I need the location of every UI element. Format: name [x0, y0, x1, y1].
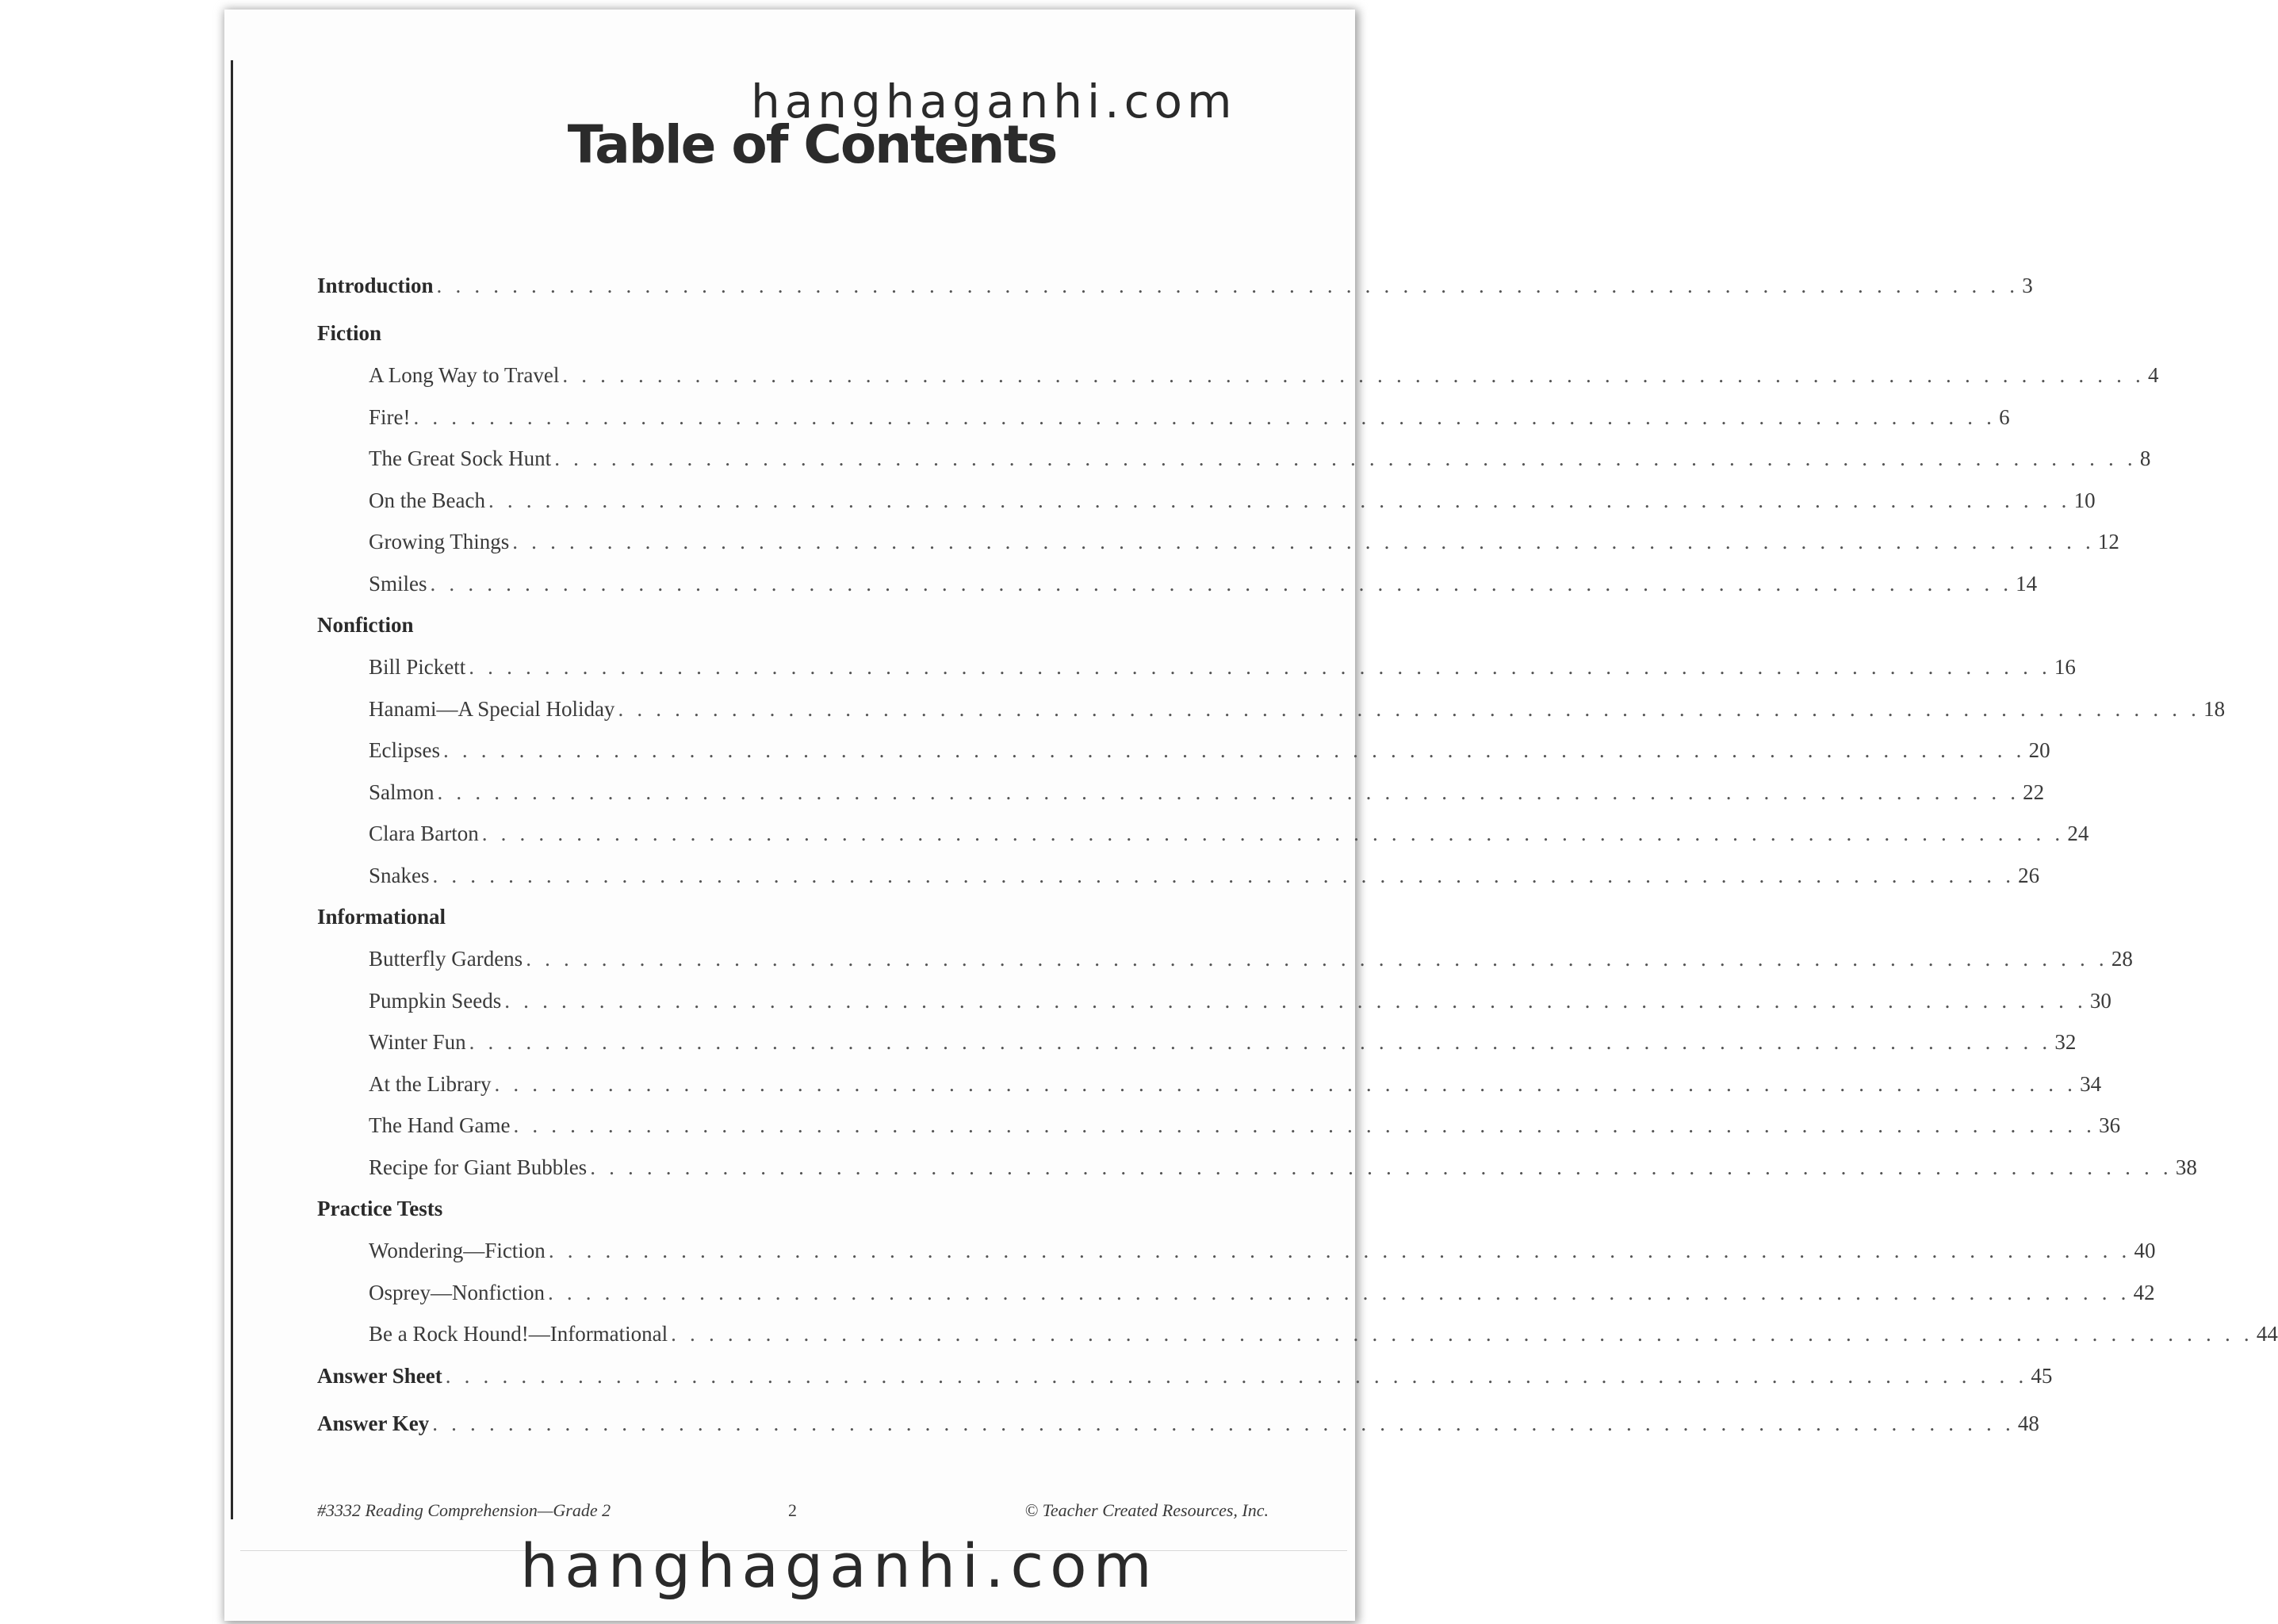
toc-section-heading: [317, 613, 1270, 655]
toc-page-number: 48: [2017, 1411, 2039, 1435]
dot-leader: . . . . . . . . . . . . . . . . . . . . . . . . . . . . . . . . . . . . . . . . . . . . . . . . . . . . . . . . . . . . . . . . . . . . . . . . . . . . . . . . . . . .: [548, 1239, 2131, 1262]
binding-edge: [231, 60, 233, 1519]
toc-entry-label: Clara Barton: [369, 822, 479, 845]
toc-entry-label: Eclipses: [369, 738, 440, 762]
toc-entry: [317, 1363, 2053, 1411]
toc-page-number: 20: [2028, 738, 2050, 762]
footer-page-number: 2: [788, 1500, 797, 1520]
footer-copyright: © Teacher Created Resources, Inc.: [1024, 1500, 1269, 1520]
toc-entry: [317, 1113, 2121, 1155]
dot-leader: . . . . . . . . . . . . . . . . . . . . . . . . . . . . . . . . . . . . . . . . . . . . . . . . . . . . . . . . . . . . . . . . . . . . . . . . . . . . . . . . . . . .: [671, 1322, 2253, 1346]
toc-entry: [317, 1280, 2155, 1323]
dot-leader: . . . . . . . . . . . . . . . . . . . . . . . . . . . . . . . . . . . . . . . . . . . . . . . . . . . . . . . . . . . . . . . . . . . . . . . . . . . . . . . . . . . .: [445, 1363, 2028, 1388]
toc-entry: [317, 947, 2133, 989]
toc-page-number: 4: [2148, 363, 2159, 387]
toc-entry: [317, 363, 2159, 405]
toc-entry-label: Growing Things: [369, 530, 510, 553]
toc-entry-label: Practice Tests: [317, 1197, 443, 1220]
dot-leader: . . . . . . . . . . . . . . . . . . . . . . . . . . . . . . . . . . . . . . . . . . . . . . . . . . . . . . . . . . . . . . . . . . . . . . . . . . . . . . . . . . . .: [554, 446, 2137, 470]
toc-page-number: 44: [2256, 1322, 2278, 1346]
toc-page-number: 22: [2023, 779, 2045, 804]
page-title: Table of Contents: [567, 114, 1057, 175]
toc-page-number: 38: [2175, 1155, 2197, 1179]
toc-entry-label: Winter Fun: [369, 1030, 466, 1054]
toc-entry-label: Smiles: [369, 571, 427, 596]
toc-section-heading: [317, 321, 1270, 363]
toc-entry-label: The Hand Game: [369, 1113, 511, 1137]
toc-page-number: 16: [2054, 655, 2076, 679]
toc-entry-label: Nonfiction: [317, 613, 414, 637]
dot-leader: . . . . . . . . . . . . . . . . . . . . . . . . . . . . . . . . . . . . . . . . . . . . . . . . . . . . . . . . . . . . . . . . . . . . . . . . . . . . . . . . . . . .: [526, 947, 2108, 971]
toc-section-heading: [317, 1197, 1270, 1239]
toc-page-number: 40: [2134, 1239, 2156, 1262]
toc-entry: [317, 696, 2226, 739]
toc-page-number: 3: [2022, 274, 2033, 297]
toc-entry-label: Recipe for Giant Bubbles: [369, 1155, 588, 1179]
toc-entry-label: Pumpkin Seeds: [369, 988, 502, 1013]
dot-leader: . . . . . . . . . . . . . . . . . . . . . . . . . . . . . . . . . . . . . . . . . . . . . . . . . . . . . . . . . . . . . . . . . . . . . . . . . . . . . . . . . . . .: [442, 738, 2026, 762]
watermark-bottom: hanghaganhi.com: [520, 1530, 1158, 1601]
toc-page-number: 6: [1999, 404, 2010, 429]
toc-page-number: 42: [2133, 1280, 2155, 1304]
toc-page-number: 34: [2080, 1071, 2102, 1096]
dot-leader: . . . . . . . . . . . . . . . . . . . . . . . . . . . . . . . . . . . . . . . . . . . . . . . . . . . . . . . . . . . . . . . . . . . . . . . . . . . . . . . . . . . .: [513, 1113, 2096, 1137]
toc-entry-label: Be a Rock Hound!—Informational: [369, 1322, 668, 1346]
toc-entry: [317, 274, 2033, 321]
toc-entry-label: At the Library: [369, 1071, 492, 1096]
dot-leader: . . . . . . . . . . . . . . . . . . . . . . . . . . . . . . . . . . . . . . . . . . . . . . . . . . . . . . . . . . . . . . . . . . . . . . . . . . . . . . . . . . . .: [469, 1030, 2052, 1054]
toc-entry-label: Salmon: [369, 779, 435, 804]
toc-entry: [317, 488, 2096, 530]
table-of-contents: [317, 274, 2278, 1459]
dot-leader: . . . . . . . . . . . . . . . . . . . . . . . . . . . . . . . . . . . . . . . . . . . . . . . . . . . . . . . . . . . . . . . . . . . . . . . . . . . . . . . . . . . .: [494, 1071, 2077, 1096]
dot-leader: . . . . . . . . . . . . . . . . . . . . . . . . . . . . . . . . . . . . . . . . . . . . . . . . . . . . . . . . . . . . . . . . . . . . . . . . . . . . . . . . . . . .: [512, 530, 2095, 553]
toc-entry-label: On the Beach: [369, 488, 485, 512]
toc-entry: [317, 1322, 2278, 1364]
dot-leader: . . . . . . . . . . . . . . . . . . . . . . . . . . . . . . . . . . . . . . . . . . . . . . . . . . . . . . . . . . . . . . . . . . . . . . . . . . . . . . . . . . . .: [481, 822, 2065, 845]
toc-entry-label: Hanami—A Special Holiday: [369, 696, 615, 721]
toc-entry-label: Butterfly Gardens: [369, 947, 523, 971]
toc-page-number: 24: [2067, 822, 2089, 845]
toc-entry: [317, 655, 2076, 697]
toc-page-number: 32: [2054, 1030, 2077, 1054]
toc-entry: [317, 863, 2040, 906]
toc-entry: [317, 404, 2010, 447]
dot-leader: . . . . . . . . . . . . . . . . . . . . . . . . . . . . . . . . . . . . . . . . . . . . . . . . . . . . . . . . . . . . . . . . . . . . . . . . . . . . . . . . . . . .: [547, 1280, 2131, 1304]
toc-page-number: 18: [2203, 696, 2226, 721]
toc-page-number: 10: [2073, 488, 2096, 512]
toc-entry: [317, 1239, 2156, 1281]
toc-entry: [317, 738, 2050, 780]
toc-entry: [317, 1411, 2039, 1459]
toc-entry-label: Wondering—Fiction: [369, 1239, 546, 1262]
dot-leader: . . . . . . . . . . . . . . . . . . . . . . . . . . . . . . . . . . . . . . . . . . . . . . . . . . . . . . . . . . . . . . . . . . . . . . . . . . . . . . . . . . . .: [488, 488, 2071, 512]
toc-entry: [317, 446, 2151, 488]
watermark-top: hanghaganhi.com: [751, 75, 1237, 128]
dot-leader: . . . . . . . . . . . . . . . . . . . . . . . . . . . . . . . . . . . . . . . . . . . . . . . . . . . . . . . . . . . . . . . . . . . . . . . . . . . . . . . . . . . .: [562, 363, 2145, 387]
toc-entry-label: Answer Sheet: [317, 1363, 442, 1388]
toc-section-heading: [317, 905, 1270, 947]
dot-leader: . . . . . . . . . . . . . . . . . . . . . . . . . . . . . . . . . . . . . . . . . . . . . . . . . . . . . . . . . . . . . . . . . . . . . . . . . . . . . . . . . . . .: [590, 1155, 2173, 1179]
toc-entry-label: Answer Key: [317, 1411, 430, 1435]
toc-page-number: 12: [2097, 530, 2119, 553]
toc-entry-label: Fire!: [369, 404, 411, 429]
toc-entry: [317, 779, 2045, 822]
dot-leader: . . . . . . . . . . . . . . . . . . . . . . . . . . . . . . . . . . . . . . . . . . . . . . . . . . . . . . . . . . . . . . . . . . . . . . . . . . . . . . . . . . . .: [469, 655, 2051, 679]
toc-page-number: 8: [2139, 446, 2151, 470]
toc-entry-label: Fiction: [317, 321, 381, 345]
toc-entry-label: The Great Sock Hunt: [369, 446, 552, 470]
toc-entry-label: Introduction: [317, 274, 434, 297]
toc-page-number: 36: [2099, 1113, 2121, 1137]
dot-leader: . . . . . . . . . . . . . . . . . . . . . . . . . . . . . . . . . . . . . . . . . . . . . . . . . . . . . . . . . . . . . . . . . . . . . . . . . . . . . . . . . . . .: [437, 779, 2020, 804]
dot-leader: . . . . . . . . . . . . . . . . . . . . . . . . . . . . . . . . . . . . . . . . . . . . . . . . . . . . . . . . . . . . . . . . . . . . . . . . . . . . . . . . . . . .: [436, 274, 2020, 297]
toc-entry: [317, 1030, 2077, 1072]
dot-leader: . . . . . . . . . . . . . . . . . . . . . . . . . . . . . . . . . . . . . . . . . . . . . . . . . . . . . . . . . . . . . . . . . . . . . . . . . . . . . . . . . . . .: [504, 988, 2087, 1013]
dot-leader: . . . . . . . . . . . . . . . . . . . . . . . . . . . . . . . . . . . . . . . . . . . . . . . . . . . . . . . . . . . . . . . . . . . . . . . . . . . . . . . . . . . .: [413, 404, 1997, 429]
toc-entry-label: Snakes: [369, 863, 430, 887]
toc-entry: [317, 1071, 2102, 1114]
toc-page-number: 14: [2016, 571, 2038, 596]
toc-page-number: 45: [2031, 1363, 2053, 1388]
dot-leader: . . . . . . . . . . . . . . . . . . . . . . . . . . . . . . . . . . . . . . . . . . . . . . . . . . . . . . . . . . . . . . . . . . . . . . . . . . . . . . . . . . . .: [618, 696, 2201, 721]
toc-entry: [317, 988, 2111, 1031]
toc-entry-label: A Long Way to Travel: [369, 363, 560, 387]
toc-page-number: 26: [2018, 863, 2040, 887]
toc-entry: [317, 1155, 2197, 1197]
toc-page-number: 28: [2111, 947, 2133, 971]
toc-page-number: 30: [2089, 988, 2111, 1013]
toc-entry-label: Informational: [317, 905, 446, 929]
toc-entry: [317, 571, 2038, 614]
toc-entry: [317, 530, 2119, 572]
dot-leader: . . . . . . . . . . . . . . . . . . . . . . . . . . . . . . . . . . . . . . . . . . . . . . . . . . . . . . . . . . . . . . . . . . . . . . . . . . . . . . . . . . . .: [432, 1411, 2015, 1435]
toc-entry: [317, 822, 2089, 864]
toc-entry-label: Osprey—Nonfiction: [369, 1280, 545, 1304]
dot-leader: . . . . . . . . . . . . . . . . . . . . . . . . . . . . . . . . . . . . . . . . . . . . . . . . . . . . . . . . . . . . . . . . . . . . . . . . . . . . . . . . . . . .: [430, 571, 2013, 596]
toc-entry-label: Bill Pickett: [369, 655, 466, 679]
footer-book-title: #3332 Reading Comprehension—Grade 2: [317, 1500, 611, 1520]
dot-leader: . . . . . . . . . . . . . . . . . . . . . . . . . . . . . . . . . . . . . . . . . . . . . . . . . . . . . . . . . . . . . . . . . . . . . . . . . . . . . . . . . . . .: [432, 863, 2016, 887]
